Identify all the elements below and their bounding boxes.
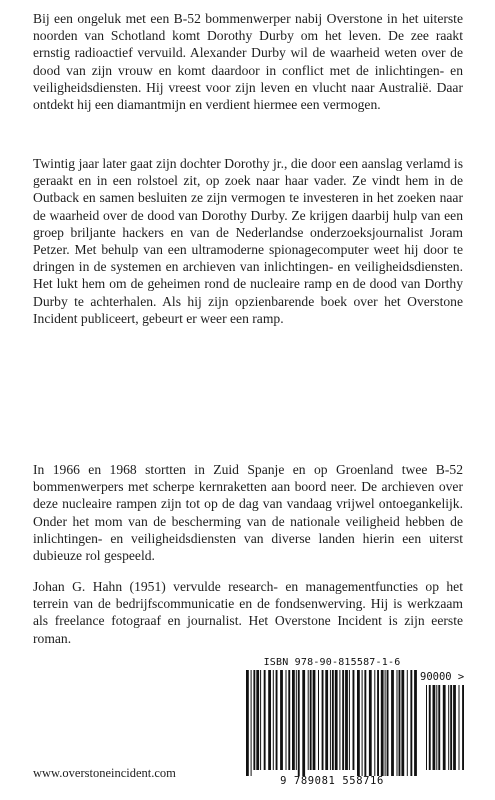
- barcode-bar: [302, 670, 305, 776]
- barcode-bar: [385, 670, 386, 776]
- ean-barcode: [244, 670, 420, 776]
- barcode-bar: [296, 670, 297, 770]
- barcode-bar: [459, 685, 460, 770]
- barcode-bar: [330, 670, 331, 770]
- isbn-label: ISBN 978-90-815587-1-6: [263, 657, 401, 668]
- barcode-bar: [364, 670, 366, 776]
- barcode-bar: [251, 670, 252, 776]
- isbn-barcode-block: [244, 657, 474, 789]
- barcode-bar: [462, 685, 464, 770]
- barcode-bar: [349, 670, 350, 770]
- barcode-bar: [410, 670, 412, 776]
- price-addon-label: 90000 >: [420, 671, 465, 683]
- author-bio: Johan G. Hahn (1951) vervulde research- en managementfuncties op het terrein van de bedrijfscommunicatie en de fondsenwerving. Hij is werkzaam als freelance fotograaf en journalist. Het Overstone Incident is zijn eerste roman.: [33, 579, 463, 646]
- barcode-bar: [280, 670, 283, 770]
- barcode-bar: [399, 670, 401, 776]
- barcode-bar: [318, 670, 319, 770]
- ean-digits: 9 789081 558716: [280, 775, 384, 787]
- barcode-bar: [369, 670, 372, 776]
- barcode-bar: [253, 670, 255, 770]
- barcode-bar: [426, 685, 427, 770]
- barcode-bar: [273, 670, 274, 770]
- barcode-bar: [246, 670, 249, 776]
- barcode-bar: [362, 670, 363, 776]
- blurb-paragraph-plot: Bij een ongeluk met een B-52 bommenwerper nabij Overstone in het uiterste noorden van Schotland komt Dorothy Durby om het leven. De zee raakt ernstig radioactief vervuild. Alexander Durby wil de waarheid weten over de dood van zijn vrouw en komt daardoor in conflict met de inlichtingen- en veiligheidsdiensten. Hij vreest voor zijn leven en vlucht naar Australië. Daar ontdekt hij een diamantmijn en verdient hiermee een vermogen.: [33, 11, 463, 113]
- barcode-bar: [345, 670, 348, 770]
- blurb-paragraph-history: In 1966 en 1968 stortten in Zuid Spanje en op Groenland twee B-52 bommenwerpers met scherpe kernraketten aan boord neer. De archieven over deze nucleaire rampen zijn tot op de dag van vandaag vrijwel ontoegankelijk. Onder het mom van de bescherming van de nationale veiligheid hebben de inlichtingen- en veiligheidsdiensten van diverse landen hierin een uiterst dubieuze rol gespeeld.: [33, 462, 463, 564]
- barcode-bar: [292, 670, 295, 770]
- barcode-bar: [342, 670, 344, 770]
- barcode-bar: [377, 670, 379, 776]
- barcode-bar: [391, 670, 394, 776]
- barcode-bar: [288, 670, 290, 770]
- barcode-bar: [443, 685, 446, 770]
- barcode-bar: [308, 670, 309, 770]
- barcode-bar: [256, 670, 259, 770]
- barcode-bar: [407, 670, 408, 776]
- price-addon-barcode: [424, 685, 468, 776]
- barcode-bar: [310, 670, 312, 770]
- barcode-bar: [332, 670, 334, 770]
- barcode-bar: [268, 670, 271, 770]
- barcode-bar: [260, 670, 261, 770]
- barcode-bar: [397, 670, 398, 776]
- barcode-bar: [381, 670, 384, 776]
- barcode-bar: [313, 670, 316, 770]
- barcode-bar: [264, 670, 266, 770]
- barcode-bar: [453, 685, 456, 770]
- barcode-bar: [433, 685, 436, 770]
- barcode-bar: [325, 670, 328, 770]
- barcode-bar: [387, 670, 389, 776]
- barcode-bar: [339, 670, 340, 770]
- barcode-bar: [374, 670, 375, 776]
- barcode-bar: [335, 670, 338, 770]
- barcode-bar: [429, 685, 431, 770]
- barcode-bar: [298, 670, 300, 776]
- barcode-bar: [357, 670, 360, 776]
- barcode-bar: [438, 685, 440, 770]
- barcode-bar: [276, 670, 278, 770]
- barcode-bar: [450, 685, 452, 770]
- website-url: www.overstoneincident.com: [33, 766, 176, 780]
- barcode-bar: [401, 670, 404, 776]
- barcode-bar: [448, 685, 449, 770]
- barcode-bar: [322, 670, 324, 770]
- barcode-bar: [414, 670, 417, 776]
- blurb-paragraph-sequel: Twintig jaar later gaat zijn dochter Dorothy jr., die door een aanslag verlamd is geraakt en in een rolstoel zit, op zoek naar haar vader. Ze vindt hem in de Outback en samen besluiten ze zijn vermogen te investeren in het zoeken naar de waarheid over de dood van Dorothy Durby. Ze krijgen daarbij hulp van een groep briljante hackers en van de Nederlandse onderzoeksjournalist Joram Petzer. Met behulp van een ultramoderne spionagecomputer weet hij door te dringen in de systemen en archieven van inlichtingen- en veiligheidsdiensten. Het lukt hem om de geheimen rond de nucleaire ramp en de dood van Dorthy Durby te achterhalen. Als hij zijn opzienbarende boek over het Overstone Incident publiceert, gebeurt er weer een ramp.: [33, 156, 463, 326]
- barcode-bar: [436, 685, 437, 770]
- barcode-bar: [286, 670, 287, 770]
- barcode-bar: [353, 670, 355, 770]
